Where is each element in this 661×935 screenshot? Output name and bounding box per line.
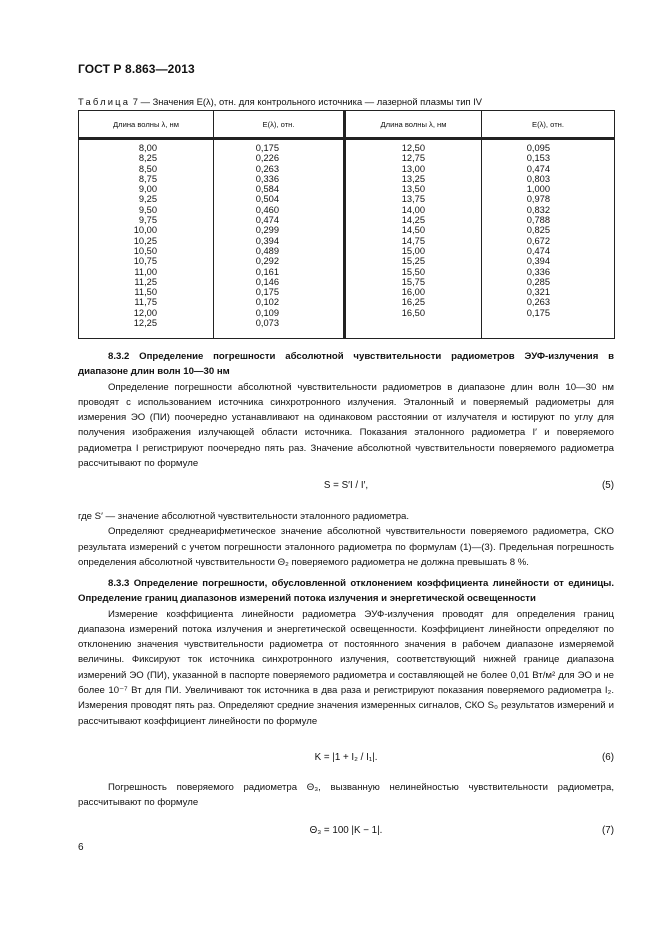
table-row: [79, 267, 615, 277]
e-value-1-cell: [214, 184, 345, 194]
e-value-2-cell: [482, 246, 615, 256]
e-value-2-cell: [482, 236, 615, 246]
table-value: 9,25: [138, 194, 157, 205]
wavelength-2-cell: [345, 246, 482, 256]
wavelength-2-cell: [345, 308, 482, 318]
table-value: 9,50: [138, 204, 157, 215]
table-value: 13,25: [401, 173, 425, 184]
wavelength-1-cell: [79, 174, 214, 184]
document-header: ГОСТ Р 8.863—2013: [78, 62, 195, 76]
wavelength-1-cell: [79, 225, 214, 235]
table-value: 10,25: [133, 235, 157, 246]
e-value-2-cell: [482, 256, 615, 266]
table-row: [79, 297, 615, 307]
table-value: 0,292: [255, 256, 279, 267]
wavelength-2-cell: [345, 236, 482, 246]
table-value: 0,394: [255, 235, 279, 246]
table-value: 0,109: [255, 307, 279, 318]
table-value: 0,146: [255, 276, 279, 287]
table-value: 13,75: [401, 194, 425, 205]
e-value-2-cell: [482, 184, 615, 194]
section-8-3-3-paragraph-1: Измерение коэффициента линейности радиометра ЭУФ-излучения проводят для определения границ диапазона измерений потока излучения и энергетической освещенности. Коэффициент линейности определяют по отклонению значения чувствительности радиометра от постоянного значения в рабочем диапазоне измеряемой величины. Фиксируют ток источника синхротронного излучения, соответствующий нижней границе диапазона измерений ЭО (ПИ), указанной в паспорте поверяемого радиометра и составляющей не более 0,01 Вт/м² для ЭО и не более 10⁻⁷ Вт для ПИ. Увеличивают ток источника в два раза и регистрируют показания поверяемого радиометра I₂. Измерения проводят пять раз. Определяют средние значения измеренных сигналов, СКО S₀ результатов измерений и рассчитывают коэффициент линейности по формуле: [78, 608, 614, 727]
e-value-1-cell: [214, 194, 345, 204]
wavelength-2-cell: [345, 256, 482, 266]
wavelength-1-cell: [79, 297, 214, 307]
formula-6: [78, 752, 614, 768]
wavelength-1-cell: [79, 139, 214, 154]
table-value: 11,50: [134, 287, 157, 298]
table-value: 15,50: [401, 266, 425, 277]
table-body: [79, 139, 615, 339]
table-value: 0,321: [526, 287, 550, 298]
table-value: 9,00: [138, 184, 157, 195]
table-value: 16,00: [401, 287, 425, 298]
table-row: [79, 318, 615, 328]
table-value: 0,584: [255, 184, 279, 195]
wavelength-1-cell: [79, 153, 214, 163]
table-value: 10,00: [133, 225, 157, 236]
table-row: [79, 164, 615, 174]
table-caption: [78, 96, 482, 107]
section-8-3-3-heading: 8.3.3 Определение погрешности, обусловленной отклонением коэффициента линейности от единицы. Определение границ диапазонов измерений потока излучения и энергетической освещенности: [78, 578, 614, 605]
e-value-1-cell: [214, 256, 345, 266]
header-e-2: E(λ), отн.: [482, 111, 615, 139]
formula-5: [78, 480, 614, 496]
header-e-1: E(λ), отн.: [214, 111, 345, 139]
wavelength-2-cell: [345, 194, 482, 204]
table-value: 0,474: [526, 245, 550, 256]
wavelength-2-cell: [345, 287, 482, 297]
e-value-2-cell: [482, 277, 615, 287]
table-value: 0,226: [255, 153, 279, 164]
table-caption-text: 7 — Значения E(λ), отн. для контрольного источника — лазерной плазмы тип IV: [130, 96, 482, 107]
e-value-1-cell: [214, 277, 345, 287]
wavelength-1-cell: [79, 287, 214, 297]
wavelength-2-cell: [345, 215, 482, 225]
e-value-1-cell: [214, 205, 345, 215]
table-value: 0,175: [255, 287, 279, 298]
e-value-2-cell: [482, 297, 615, 307]
table-value: 16,25: [401, 297, 425, 308]
e-value-1-cell: [214, 267, 345, 277]
wavelength-2-cell: [345, 277, 482, 287]
e-value-1-cell: [214, 318, 345, 328]
formula-5-expression: S = S′I / I′,: [323, 480, 369, 491]
e-value-1-cell: [214, 287, 345, 297]
table-value: 0,474: [255, 215, 279, 226]
table-value: 0,161: [255, 266, 279, 277]
table-value: 12,25: [133, 318, 157, 329]
table-value: 0,825: [526, 225, 550, 236]
e-value-1-cell: [214, 215, 345, 225]
e-value-2-cell: [482, 205, 615, 215]
wavelength-2-cell: [345, 318, 482, 328]
section-8-3-2-paragraph-1: Определение погрешности абсолютной чувствительности радиометров в диапазоне длин волн 10—30 нм проводят с использованием источника синхротронного излучения. Эталонный и поверяемый радиометры для измерения ЭО (ПИ) поочередно устанавливают на одинаковом расстоянии от излучателя и юстируют по углу для получения изображения излучающей области источника. Показания эталонного радиометра I′ и поверяемого радиометра I регистрируют поочередно пять раз. Значение абсолютной чувствительности поверяемого радиометра рассчитывают по формуле: [78, 381, 614, 470]
wavelength-2-cell: [345, 205, 482, 215]
table-value: 0,460: [255, 204, 279, 215]
table-value: 8,75: [138, 173, 157, 184]
table-spacer-cell: [79, 328, 214, 339]
e-value-2-cell: [482, 153, 615, 163]
e-value-1-cell: [214, 236, 345, 246]
table-value: 0,474: [526, 163, 550, 174]
wavelength-1-cell: [79, 246, 214, 256]
e-value-1-cell: [214, 308, 345, 318]
header-wavelength-1: Длина волны λ, нм: [79, 111, 214, 139]
e-value-2-cell: [482, 164, 615, 174]
wavelength-1-cell: [79, 267, 214, 277]
e-value-1-cell: [214, 297, 345, 307]
table-value: 0,504: [255, 194, 279, 205]
wavelength-1-cell: [79, 164, 214, 174]
formula-5-where: где S′ — значение абсолютной чувствительности эталонного радиометра.: [78, 511, 410, 522]
wavelength-1-cell: [79, 215, 214, 225]
table-row: [79, 139, 615, 154]
table-value: 8,25: [138, 153, 157, 164]
wavelength-1-cell: [79, 205, 214, 215]
table-spacer-cell: [214, 328, 345, 339]
wavelength-2-cell: [345, 267, 482, 277]
table-value: 14,25: [401, 215, 425, 226]
table-value: 0,336: [255, 173, 279, 184]
wavelength-1-cell: [79, 194, 214, 204]
table-value: 15,25: [401, 256, 425, 267]
wavelength-2-cell: [345, 174, 482, 184]
wavelength-1-cell: [79, 318, 214, 328]
table-row: [79, 184, 615, 194]
section-8-3-2: [78, 349, 614, 471]
header-wavelength-2: Длина волны λ, нм: [345, 111, 482, 139]
e-value-1-cell: [214, 153, 345, 163]
section-8-3-2-paragraph-2: Определяют среднеарифметическое значение абсолютной чувствительности поверяемого радиометра, СКО результата измерений с учетом погрешности эталонного радиометра по формулам (1)—(3). Предельная погрешность определения абсолютной чувствительности Θ₂ поверяемого радиометра не должна превышать 8 %.: [78, 526, 614, 568]
table-value: 11,75: [134, 297, 157, 308]
table-value: 0,263: [526, 297, 550, 308]
table-value: 10,50: [133, 245, 157, 256]
e-value-2-cell: [482, 215, 615, 225]
table-value: 11,00: [134, 266, 157, 277]
table-value: 9,75: [138, 215, 157, 226]
table-value: 12,00: [133, 307, 157, 318]
table-value: 0,788: [526, 215, 550, 226]
section-8-3-2-heading: 8.3.2 Определение погрешности абсолютной чувствительности радиометров ЭУФ-излучения в диапазоне длин волн 10—30 нм: [78, 351, 614, 378]
formula-6-expression: K = |1 + I₂ / I₁|.: [314, 752, 378, 763]
wavelength-2-cell: [345, 139, 482, 154]
e-value-2-cell: [482, 194, 615, 204]
table-value: 0,263: [255, 163, 279, 174]
table-value: 0,803: [526, 173, 550, 184]
table-value: 0,175: [255, 143, 279, 153]
section-8-3-3-paragraph-2: Погрешность поверяемого радиометра Θ₃, вызванную нелинейностью чувствительности радиометра, рассчитывают по формуле: [78, 782, 614, 809]
e-value-2-cell: [482, 139, 615, 154]
table-row: [79, 236, 615, 246]
formula-7-number: (7): [602, 825, 614, 836]
e-value-2-cell: [482, 225, 615, 235]
table-value: 0,175: [526, 307, 550, 318]
wavelength-1-cell: [79, 184, 214, 194]
table-row: [79, 256, 615, 266]
table-row: [79, 153, 615, 163]
table-value: 14,50: [401, 225, 425, 236]
table-row: [79, 205, 615, 215]
table-value: 12,50: [401, 143, 425, 153]
table-value: 10,75: [133, 256, 157, 267]
table-value: 11,25: [134, 276, 157, 287]
table-value: 0,832: [526, 204, 550, 215]
formula-7-expression: Θ₃ = 100 |K − 1|.: [309, 825, 383, 836]
e-value-1-cell: [214, 174, 345, 184]
wavelength-1-cell: [79, 236, 214, 246]
table-row: [79, 174, 615, 184]
table-value: 8,50: [138, 163, 157, 174]
e-value-2-cell: [482, 267, 615, 277]
table-spacer-cell: [482, 328, 615, 339]
table-value: 0,672: [526, 235, 550, 246]
table-value: 0,489: [255, 245, 279, 256]
table-spacer-cell: [345, 328, 482, 339]
table-value: 12,75: [401, 153, 425, 164]
table-value: 0,299: [255, 225, 279, 236]
formula-6-number: (6): [602, 752, 614, 763]
table-row: [79, 225, 615, 235]
table-row: [79, 215, 615, 225]
table-value: 0,285: [526, 276, 550, 287]
table-bottom-row: [79, 328, 615, 339]
section-8-3-3: [78, 576, 614, 729]
table-row: [79, 246, 615, 256]
page-number: 6: [78, 842, 84, 853]
e-value-1-cell: [214, 164, 345, 174]
table-value: 14,75: [401, 235, 425, 246]
wavelength-2-cell: [345, 297, 482, 307]
wavelength-2-cell: [345, 153, 482, 163]
table-value: 0,978: [526, 194, 550, 205]
table-value: 15,75: [401, 276, 425, 287]
section-8-3-3-continued: [78, 780, 614, 811]
wavelength-2-cell: [345, 225, 482, 235]
table-row: [79, 287, 615, 297]
formula-5-number: (5): [602, 480, 614, 491]
e-value-2-cell: [482, 287, 615, 297]
table-value: 0,336: [526, 266, 550, 277]
table-value: 0,073: [255, 318, 279, 329]
e-value-1-cell: [214, 246, 345, 256]
formula-7: [78, 825, 614, 841]
e-value-2-cell: [482, 174, 615, 184]
table-value: 1,000: [526, 184, 550, 195]
wavelength-1-cell: [79, 256, 214, 266]
wavelength-table: [78, 110, 615, 339]
table-value: 0,153: [526, 153, 550, 164]
table-row: [79, 308, 615, 318]
wavelength-2-cell: [345, 184, 482, 194]
table-value: 13,50: [401, 184, 425, 195]
e-value-2-cell: [482, 308, 615, 318]
table-value: 0,394: [526, 256, 550, 267]
wavelength-2-cell: [345, 164, 482, 174]
wavelength-1-cell: [79, 308, 214, 318]
e-value-2-cell: [482, 318, 615, 328]
table-value: 0,095: [526, 143, 550, 153]
table-row: [79, 194, 615, 204]
table-caption-prefix: Таблица: [78, 96, 131, 107]
table-row: [79, 277, 615, 287]
table-value: 15,00: [401, 245, 425, 256]
e-value-1-cell: [214, 139, 345, 154]
wavelength-1-cell: [79, 277, 214, 287]
table-value: 8,00: [138, 143, 157, 153]
table-value: 14,00: [401, 204, 425, 215]
table-value: 0,102: [255, 297, 279, 308]
e-value-1-cell: [214, 225, 345, 235]
table-value: 16,50: [401, 307, 425, 318]
table-value: 13,00: [401, 163, 425, 174]
section-8-3-2-continued: [78, 509, 614, 570]
